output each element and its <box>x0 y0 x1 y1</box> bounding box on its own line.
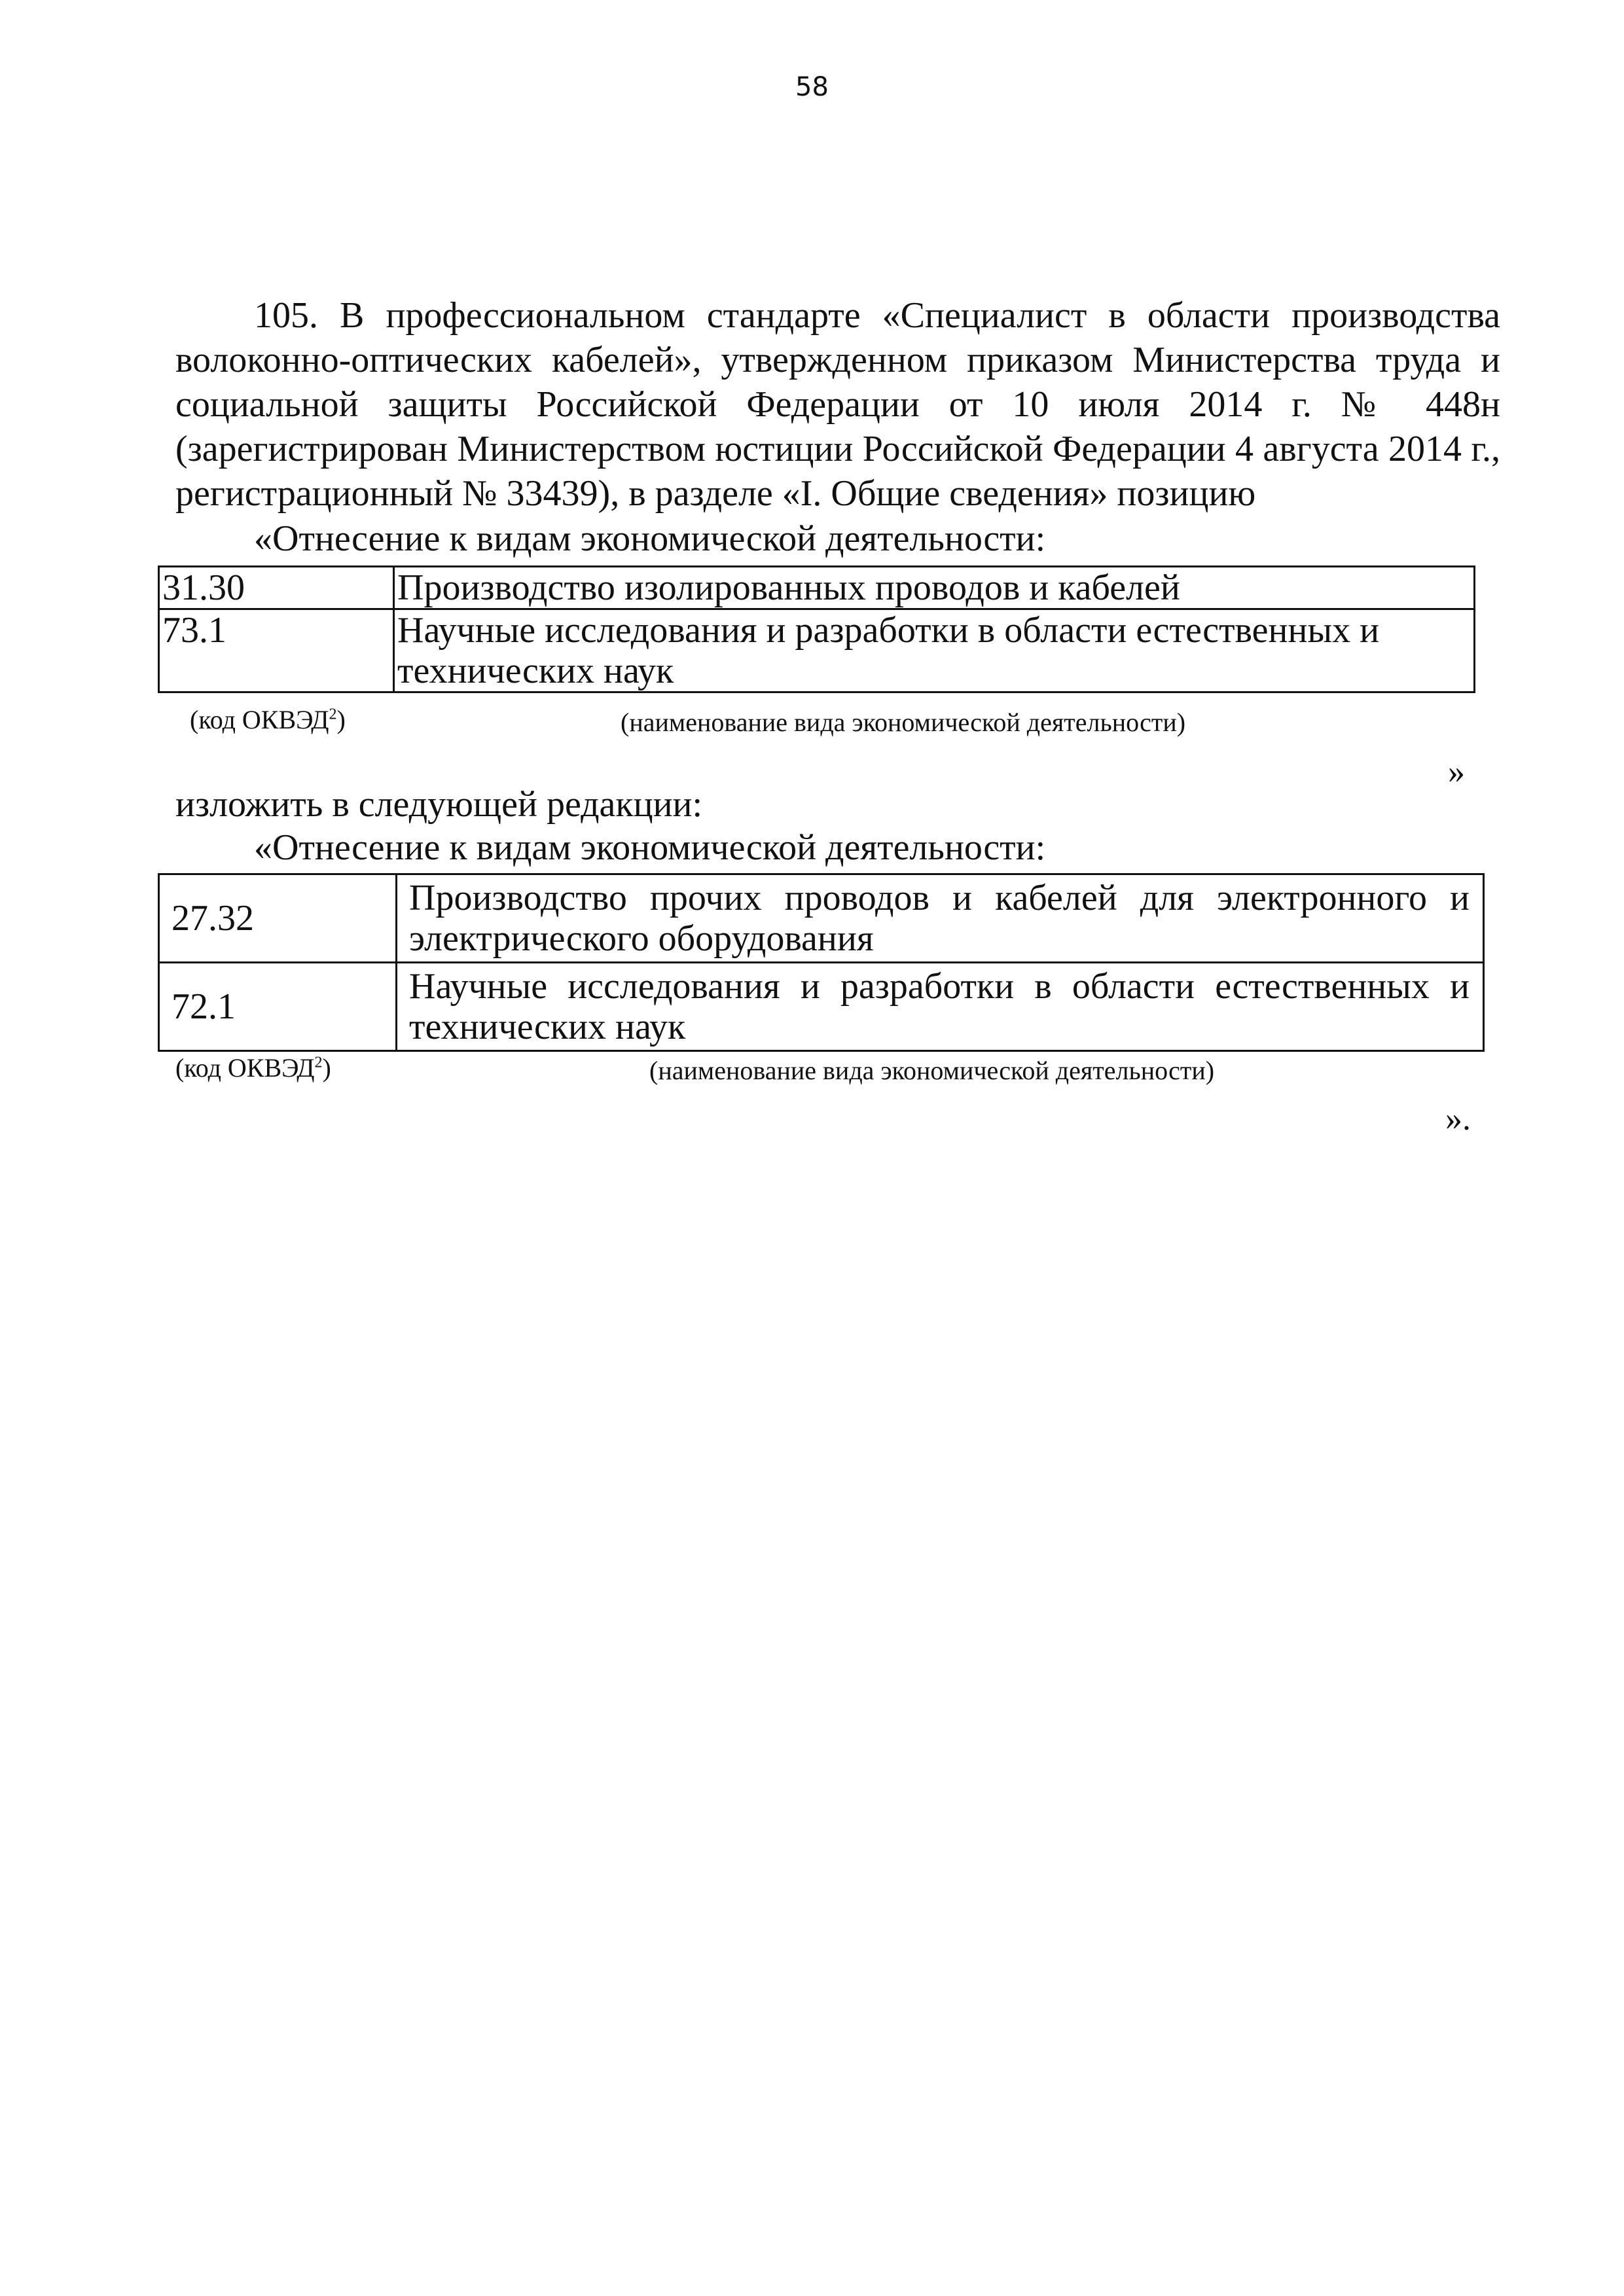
activity-name-cell: Производство прочих проводов и кабелей для электронного и электрического оборудования <box>397 874 1484 963</box>
new-okved-table <box>158 873 1485 1052</box>
table-row <box>159 609 1475 692</box>
new-caption-code: (код ОКВЭД$^2$) <box>175 1053 331 1083</box>
page-number: 58 <box>795 72 829 102</box>
table-row <box>159 963 1484 1051</box>
activity-name-cell: Производство изолированных проводов и кабелей <box>394 567 1475 609</box>
new-caption-name: (наименование вида экономической деятельности) <box>649 1056 1215 1085</box>
old-okved-table <box>158 565 1475 693</box>
amendment-paragraph: 105. В профессиональном стандарте «Специалист в области производства волоконно-оптических кабелей», утвержденном приказом Министерства труда и социальной защиты Российской Федерации от 10 июля 2014 г. № 448н (зарегистрирован Министерством юстиции Российской Федерации 4 августа 2014 г., регистрационный № 33439), в разделе «I. Общие сведения» позицию <box>175 295 1500 514</box>
okved-code-cell: 27.32 <box>159 874 397 963</box>
old-section-heading: «Отнесение к видам экономической деятельности: <box>254 518 1046 559</box>
okved-code-cell: 73.1 <box>159 609 394 692</box>
table-row <box>159 567 1475 609</box>
transition-text: изложить в следующей редакции: <box>175 784 703 825</box>
new-closing-quote: ». <box>1445 1100 1471 1138</box>
old-caption-code: (код ОКВЭД$^2$) <box>190 705 346 734</box>
table-row <box>159 874 1484 963</box>
okved-code-cell: 31.30 <box>159 567 394 609</box>
old-caption-name: (наименование вида экономической деятельности) <box>621 708 1186 737</box>
activity-name-cell: Научные исследования и разработки в области естественных и технических наук <box>397 963 1484 1051</box>
new-section-heading: «Отнесение к видам экономической деятельности: <box>254 827 1046 868</box>
old-closing-quote: » <box>1448 753 1465 791</box>
okved-code-cell: 72.1 <box>159 963 397 1051</box>
activity-name-cell: Научные исследования и разработки в области естественных и технических наук <box>394 609 1475 692</box>
